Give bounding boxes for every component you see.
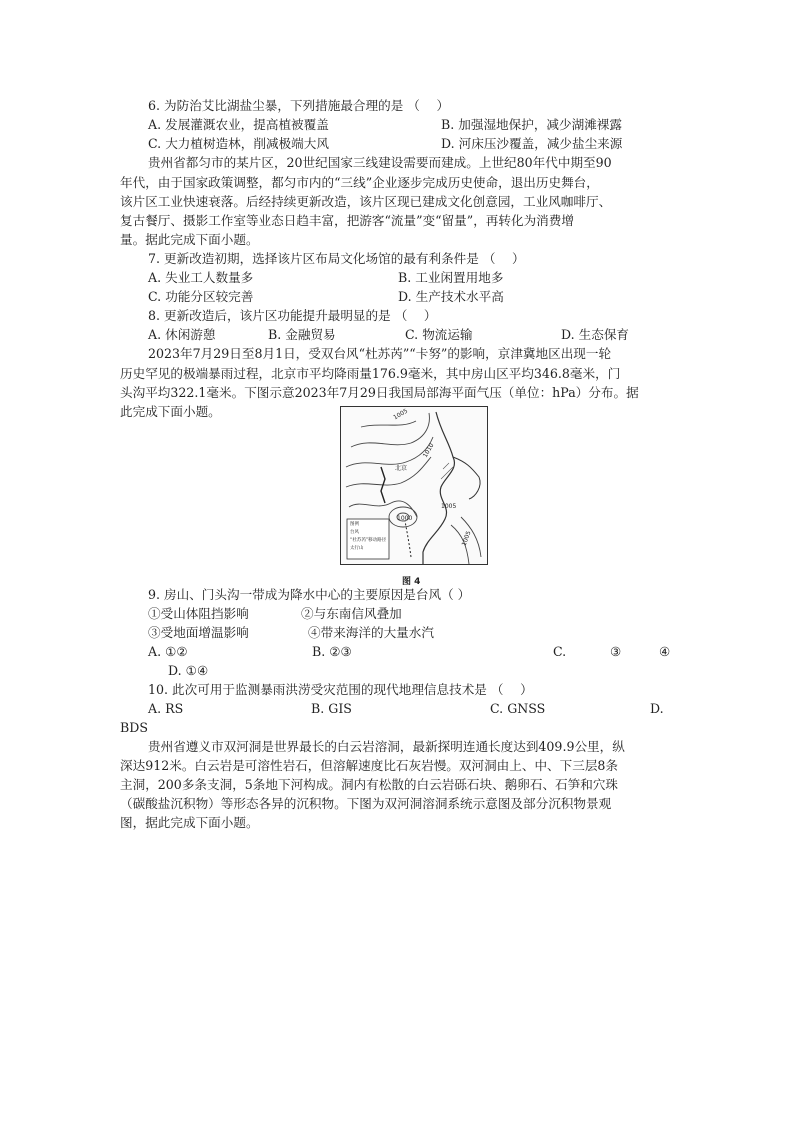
q8-option-c: C. 物流运输 <box>405 327 473 342</box>
q8-stem: 8. 更新改造后，该片区功能提升最明显的是 （ ） <box>148 308 437 323</box>
passage4-line-4: （碳酸盐沉积物）等形态各异的沉积物。下图为双河洞溶洞系统示意图及部分沉积物景观 <box>120 796 612 811</box>
legend-title: 图例 <box>350 522 359 527</box>
q9-option-c-part1: ③ <box>610 644 622 659</box>
q6-stem: 6. 为防治艾比湖盐尘暴，下列措施最合理的是 （ ） <box>148 98 450 113</box>
q8-option-d: D. 生态保育 <box>561 327 630 342</box>
passage2-line-1: 贵州省都匀市的某片区，20世纪国家三线建设需要而建成。上世纪80年代中期至90 <box>148 155 612 170</box>
passage3-line-4: 此完成下面小题。 <box>120 404 221 419</box>
q6-option-b: B. 加强湿地保护，减少湖滩裸露 <box>441 117 622 132</box>
q7-option-b: B. 工业闲置用地多 <box>398 270 504 285</box>
passage3-line-3: 头沟平均322.1毫米。下图示意2023年7月29日我国局部海平面气压（单位：hPa）分布。据 <box>120 385 639 400</box>
q7-option-c: C. 功能分区较完善 <box>148 289 254 304</box>
isobar-label: 1010 <box>421 442 436 459</box>
passage4-line-5: 图，据此完成下面小题。 <box>120 815 259 830</box>
passage3-line-2: 历史罕见的极端暴雨过程，北京市平均降雨量176.9毫米，其中房山区平均346.8毫米，门 <box>120 366 621 381</box>
q7-option-d: D. 生产技术水平高 <box>398 289 504 304</box>
passage4-line-3: 主洞，200多条支洞，5条地下河构成。洞内有松散的白云岩砾石块、鹅卵石、石笋和穴珠 <box>120 777 619 792</box>
q9-stem: 9. 房山、门头沟一带成为降水中心的主要原因是台风（ ） <box>148 587 471 602</box>
pressure-map-figure <box>340 406 488 565</box>
map-legend <box>350 521 386 553</box>
passage3-line-1: 2023年7月29日至8月1日，受双台风“杜苏芮”“卡努”的影响，京津冀地区出现一轮 <box>148 346 612 361</box>
isobar-label: 1005 <box>460 530 473 547</box>
q10-option-c: C. GNSS <box>490 701 546 716</box>
q10-option-d-label: D. <box>650 701 664 716</box>
q6-option-c: C. 大力植树造林，削减极端大风 <box>148 136 329 151</box>
beijing-label: 北京 <box>395 465 408 472</box>
q9-option-a: A. ①② <box>148 644 188 659</box>
isobar-label: 1005 <box>392 407 410 422</box>
q6-option-d: D. 河床压沙覆盖，减少盐尘来源 <box>441 136 623 151</box>
passage4-line-2: 深达912米。白云岩是可溶性岩石，但溶解速度比石灰岩慢。双河洞由上、中、下三层8条 <box>120 758 619 773</box>
legend-mountain: 太行山 <box>350 546 364 551</box>
q8-option-a: A. 休闲游憩 <box>148 327 216 342</box>
legend-track: “杜苏芮”移动路径 <box>350 538 387 543</box>
q10-stem: 10. 此次可用于监测暴雨洪涝受灾范围的现代地理信息技术是 （ ） <box>148 682 533 697</box>
q9-option-c-label: C. <box>553 644 567 659</box>
passage2-line-3: 该片区工业快速衰落。后经持续更新改造，该片区现已建成文化创意园，工业风咖啡厅、 <box>120 194 612 209</box>
q8-option-b: B. 金融贸易 <box>268 327 336 342</box>
legend-typhoon: 台风 <box>350 530 359 535</box>
q10-option-b: B. GIS <box>311 701 352 716</box>
q10-option-a: A. RS <box>148 701 184 716</box>
passage2-line-5: 量。据此完成下面小题。 <box>120 232 259 247</box>
figure-caption: 图 4 <box>402 577 421 587</box>
passage2-line-4: 复古餐厅、摄影工作室等业态日趋丰富，把游客“流量”变“留量”，再转化为消费增 <box>120 213 574 228</box>
q9-option-b: B. ②③ <box>312 644 352 659</box>
q10-option-d-text: BDS <box>120 720 148 735</box>
q9-choice-1: ①受山体阻挡影响 <box>148 606 249 621</box>
passage2-line-2: 年代，由于国家政策调整，都匀市内的“三线”企业逐步完成历史使命，退出历史舞台， <box>120 175 599 190</box>
q7-stem: 7. 更新改造初期，选择该片区布局文化场馆的最有利条件是 （ ） <box>148 251 525 266</box>
q7-option-a: A. 失业工人数量多 <box>148 270 254 285</box>
q9-option-c-part2: ④ <box>659 644 671 659</box>
isobar-label: 1005 <box>441 503 457 510</box>
q6-option-a: A. 发展灌溉农业，提高植被覆盖 <box>148 117 329 132</box>
q9-option-d: D. ①④ <box>168 663 209 678</box>
isobar-label: 1000 <box>397 515 413 522</box>
passage4-line-1: 贵州省遵义市双河洞是世界最长的白云岩溶洞，最新探明连通长度达到409.9公里，纵 <box>148 739 625 754</box>
q9-choice-3: ③受地面增温影响 <box>148 625 249 640</box>
q9-choice-2: ②与东南信风叠加 <box>301 606 402 621</box>
q9-choice-4: ④带来海洋的大量水汽 <box>308 625 434 640</box>
